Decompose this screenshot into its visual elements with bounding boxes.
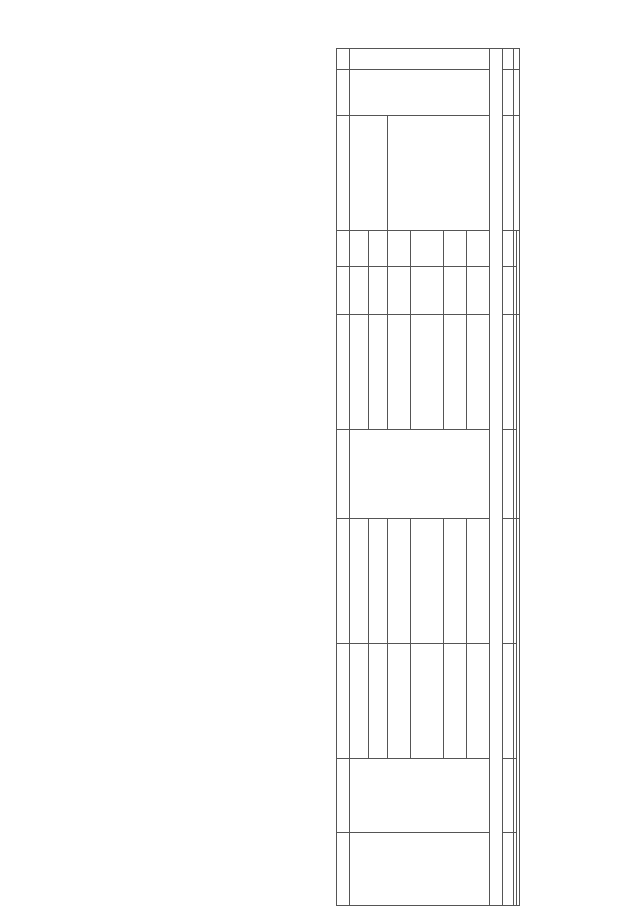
- unit-name: [388, 266, 411, 314]
- min-characteristic: [411, 518, 444, 644]
- header-name: [514, 115, 520, 230]
- header-unit-name: [514, 266, 517, 314]
- functional-purpose-cell: [350, 832, 490, 905]
- gov-value: [350, 429, 490, 518]
- col-number: [503, 314, 514, 429]
- justification-cell: [350, 759, 490, 832]
- col-number: [503, 759, 514, 832]
- header-req-gov-val: [514, 429, 517, 518]
- item-okpd: [350, 69, 490, 115]
- min-characteristic: [467, 518, 490, 644]
- header-unit-code: [514, 231, 517, 267]
- gov-characteristic: [350, 314, 369, 429]
- unit-code: [388, 231, 411, 267]
- header-req-min-val: [514, 644, 517, 759]
- col-number: [503, 832, 514, 905]
- gov-characteristic: [388, 314, 411, 429]
- unit-code: [411, 231, 444, 267]
- header-unit-group: [517, 231, 520, 315]
- item-number: [350, 49, 490, 70]
- header-row-1: [517, 49, 520, 906]
- min-characteristic: [350, 518, 369, 644]
- header-req-gov: [517, 314, 520, 518]
- unit-code: [467, 231, 490, 267]
- header-req-gov-char: [514, 314, 517, 429]
- min-characteristic: [369, 518, 388, 644]
- col-number: [503, 266, 514, 314]
- header-req-min: [517, 518, 520, 905]
- header-num: [514, 49, 520, 70]
- gov-characteristic: [467, 314, 490, 429]
- item-name-note: [350, 115, 388, 230]
- unit-code: [369, 231, 388, 267]
- col-number: [503, 69, 514, 115]
- column-numbering-row: [503, 49, 514, 906]
- section-row: [490, 49, 503, 906]
- unit-name: [350, 266, 369, 314]
- min-value: [369, 644, 388, 759]
- col-number: [503, 644, 514, 759]
- table-row: [467, 49, 490, 906]
- unit-name: [411, 266, 444, 314]
- header-okpd: [514, 69, 520, 115]
- unit-code: [350, 231, 369, 267]
- min-value: [350, 644, 369, 759]
- header-req-min-char: [514, 518, 517, 644]
- min-value: [388, 644, 411, 759]
- unit-name: [467, 266, 490, 314]
- min-value: [467, 644, 490, 759]
- section-title: [490, 49, 503, 906]
- unit-name: [369, 266, 388, 314]
- col-number: [503, 518, 514, 644]
- item-name: [388, 115, 490, 230]
- gov-characteristic: [444, 314, 467, 429]
- min-value: [411, 644, 444, 759]
- unit-name: [444, 266, 467, 314]
- col-number: [503, 49, 514, 70]
- min-value: [444, 644, 467, 759]
- min-characteristic: [388, 518, 411, 644]
- min-characteristic: [444, 518, 467, 644]
- col-number: [503, 429, 514, 518]
- unit-code: [444, 231, 467, 267]
- gov-characteristic: [369, 314, 388, 429]
- requirements-table: [336, 48, 520, 906]
- gov-characteristic: [411, 314, 444, 429]
- table-row-continuation: [337, 49, 350, 906]
- header-req-min-func: [514, 832, 517, 905]
- col-number: [503, 231, 514, 267]
- col-number: [503, 115, 514, 230]
- header-req-min-just: [514, 759, 517, 832]
